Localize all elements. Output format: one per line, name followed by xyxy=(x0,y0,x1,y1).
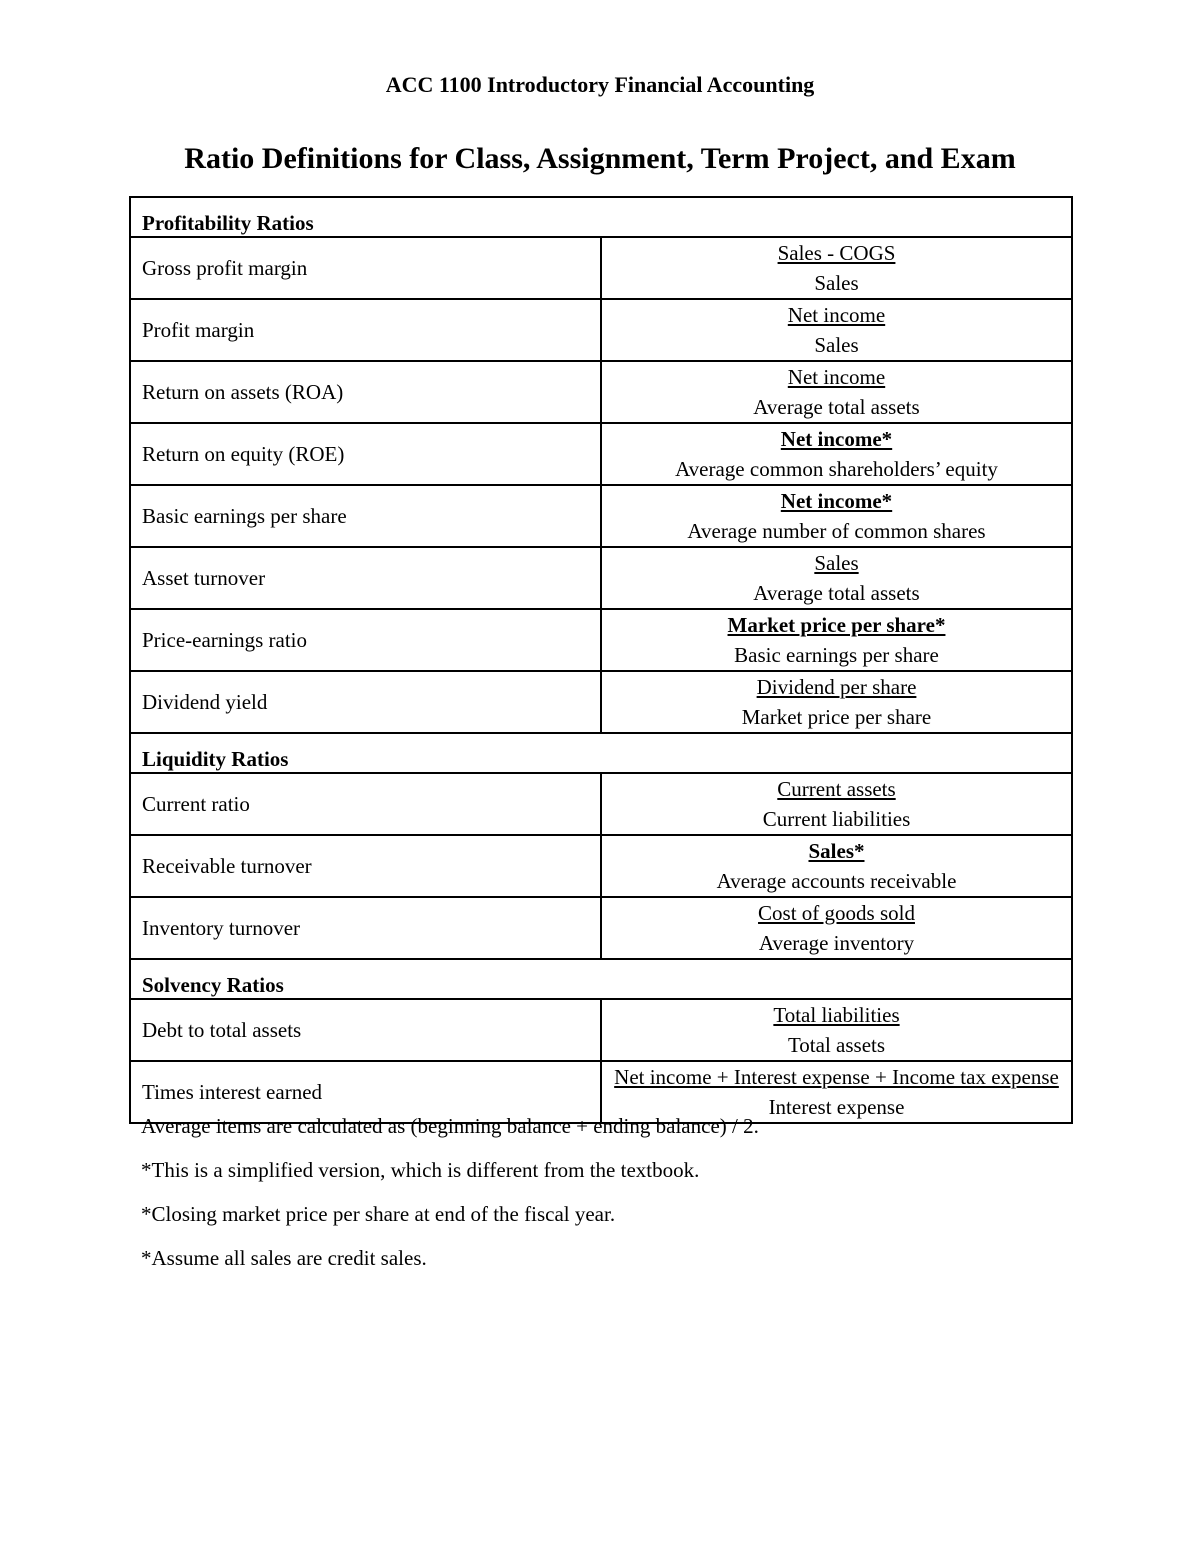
section-heading: Solvency Ratios xyxy=(130,959,1072,999)
ratio-name: Gross profit margin xyxy=(130,237,601,299)
ratio-row xyxy=(130,361,1072,423)
ratio-row xyxy=(130,773,1072,835)
ratio-row xyxy=(130,485,1072,547)
formula-denominator: Sales xyxy=(814,333,859,357)
ratio-row xyxy=(130,897,1072,959)
note-line: Average items are calculated as (beginning balance + ending balance) / 2. xyxy=(141,1114,759,1138)
ratio-formula xyxy=(601,835,1072,897)
ratio-formula xyxy=(601,999,1072,1061)
ratio-name: Times interest earned xyxy=(130,1061,601,1123)
formula-numerator: Market price per share* xyxy=(727,613,946,637)
ratio-row xyxy=(130,237,1072,299)
ratio-formula xyxy=(601,671,1072,733)
ratio-name: Dividend yield xyxy=(130,671,601,733)
ratio-formula xyxy=(601,237,1072,299)
ratio-row xyxy=(130,299,1072,361)
ratio-name: Return on equity (ROE) xyxy=(130,423,601,485)
ratio-table xyxy=(129,196,1073,1124)
ratio-formula xyxy=(601,361,1072,423)
section-heading: Profitability Ratios xyxy=(130,197,1072,237)
formula-numerator: Net income xyxy=(787,365,886,389)
formula-numerator: Net income + Interest expense + Income tax expense xyxy=(614,1065,1059,1089)
section-row xyxy=(130,959,1072,999)
formula-denominator: Total assets xyxy=(787,1033,886,1057)
ratio-row xyxy=(130,609,1072,671)
ratio-formula xyxy=(601,423,1072,485)
ratio-name: Asset turnover xyxy=(130,547,601,609)
notes xyxy=(141,1114,759,1290)
formula-denominator: Average total assets xyxy=(753,395,920,419)
formula-numerator: Current assets xyxy=(777,777,896,801)
note-line: *Closing market price per share at end of the fiscal year. xyxy=(141,1202,616,1226)
note-line: *Assume all sales are credit sales. xyxy=(141,1246,427,1270)
formula-numerator: Sales - COGS xyxy=(777,241,896,265)
ratio-row xyxy=(130,835,1072,897)
section-row xyxy=(130,197,1072,237)
formula-numerator: Sales xyxy=(814,551,859,575)
ratio-formula xyxy=(601,547,1072,609)
document-title: Ratio Definitions for Class, Assignment, Term Project, and Exam xyxy=(184,142,1016,175)
formula-denominator: Average total assets xyxy=(753,581,920,605)
formula-numerator: Sales* xyxy=(808,839,865,863)
ratio-name: Current ratio xyxy=(130,773,601,835)
formula-numerator: Dividend per share xyxy=(756,675,917,699)
formula-denominator: Interest expense xyxy=(768,1095,905,1119)
ratio-name: Return on assets (ROA) xyxy=(130,361,601,423)
course-header: ACC 1100 Introductory Financial Accounting xyxy=(385,72,815,97)
note-line: *This is a simplified version, which is different from the textbook. xyxy=(141,1158,700,1182)
formula-numerator: Net income xyxy=(787,303,886,327)
ratio-table-body xyxy=(130,197,1072,1123)
formula-denominator: Average inventory xyxy=(758,931,915,955)
ratio-name: Receivable turnover xyxy=(130,835,601,897)
ratio-formula xyxy=(601,485,1072,547)
ratio-row xyxy=(130,547,1072,609)
ratio-formula xyxy=(601,609,1072,671)
formula-denominator: Sales xyxy=(814,271,859,295)
formula-denominator: Current liabilities xyxy=(762,807,911,831)
formula-numerator: Net income* xyxy=(780,489,893,513)
ratio-row xyxy=(130,999,1072,1061)
section-row xyxy=(130,733,1072,773)
ratio-formula xyxy=(601,897,1072,959)
ratio-name: Inventory turnover xyxy=(130,897,601,959)
ratio-name: Price-earnings ratio xyxy=(130,609,601,671)
section-heading: Liquidity Ratios xyxy=(130,733,1072,773)
formula-denominator: Market price per share xyxy=(741,705,932,729)
formula-numerator: Net income* xyxy=(780,427,893,451)
formula-denominator: Average number of common shares xyxy=(687,519,986,543)
formula-denominator: Average accounts receivable xyxy=(716,869,957,893)
formula-numerator: Total liabilities xyxy=(773,1003,900,1027)
ratio-formula xyxy=(601,773,1072,835)
ratio-formula xyxy=(601,299,1072,361)
ratio-name: Debt to total assets xyxy=(130,999,601,1061)
formula-numerator: Cost of goods sold xyxy=(758,901,915,925)
ratio-name: Profit margin xyxy=(130,299,601,361)
ratio-row xyxy=(130,671,1072,733)
ratio-row xyxy=(130,423,1072,485)
formula-denominator: Average common shareholders’ equity xyxy=(675,457,998,481)
ratio-name: Basic earnings per share xyxy=(130,485,601,547)
formula-denominator: Basic earnings per share xyxy=(734,643,939,667)
